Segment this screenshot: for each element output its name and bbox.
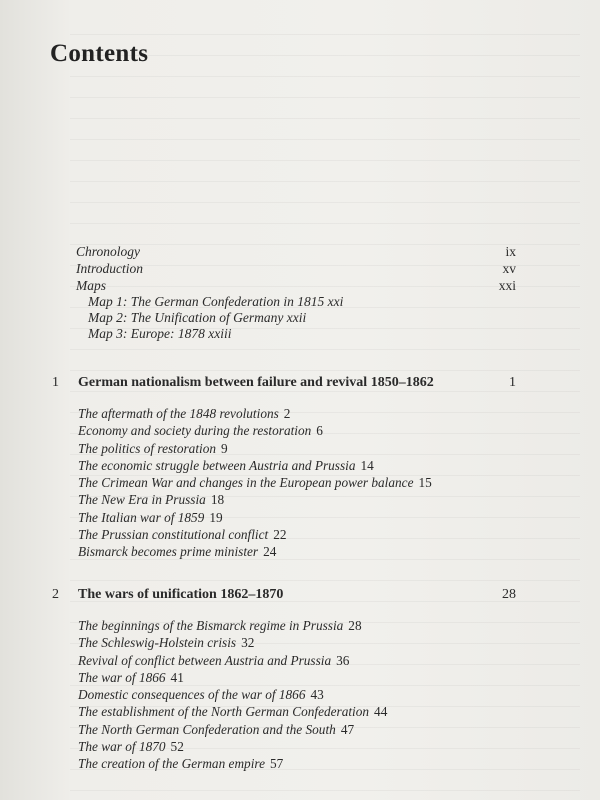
section-entry [78, 474, 516, 491]
section-entry [78, 405, 516, 422]
section-page: 18 [210, 492, 225, 508]
section-entry [78, 543, 516, 560]
section-title: Bismarck becomes prime minister [78, 544, 259, 560]
contents-heading: Contents [50, 40, 149, 67]
chapter-1 [52, 374, 516, 561]
section-page: 24 [263, 544, 277, 560]
section-entry [78, 703, 516, 720]
map-label: Map 1: The German Confederation in 1815 [88, 294, 325, 309]
section-title: The Crimean War and changes in the European power balance [78, 475, 414, 491]
section-page: 2 [283, 406, 291, 421]
section-title: The establishment of the North German Confederation [78, 704, 370, 720]
section-page: 57 [269, 756, 284, 772]
section-entry [78, 652, 516, 669]
front-matter-label: Chronology [76, 244, 140, 259]
chapter-page: 1 [509, 375, 516, 390]
section-page: 6 [316, 423, 323, 439]
chapter-number: 1 [52, 375, 59, 390]
section-page: 47 [340, 721, 355, 737]
section-entry [78, 721, 516, 738]
front-matter-item [76, 277, 516, 294]
map-label: Map 2: The Unification of Germany [88, 310, 284, 325]
chapter-header [52, 374, 516, 392]
section-title: The aftermath of the 1848 revolutions [78, 406, 279, 421]
section-entry [78, 526, 516, 543]
section-entry [78, 686, 516, 703]
front-matter-item [76, 260, 516, 277]
section-entry [78, 509, 516, 526]
section-entry [78, 422, 516, 439]
chapter-title: German nationalism between failure and revival 1850–1862 [78, 375, 434, 390]
section-page: 44 [374, 704, 388, 720]
section-title: The economic struggle between Austria and Prussia [78, 457, 356, 473]
chapter-page: 28 [502, 587, 516, 602]
section-page: 36 [336, 652, 350, 668]
front-matter-page: ix [505, 244, 516, 259]
front-matter-label: Introduction [76, 261, 143, 276]
map-entry [88, 294, 516, 310]
section-title: The politics of restoration [78, 440, 217, 456]
map-entry [88, 326, 516, 342]
chapter-header [52, 586, 516, 604]
section-page: 22 [273, 527, 287, 543]
section-title: The New Era in Prussia [78, 492, 206, 508]
map-page: xxiii [208, 326, 232, 341]
section-title: Economy and society during the restoration [78, 423, 312, 439]
front-matter-item [76, 243, 516, 260]
front-matter-label: Maps [76, 278, 106, 293]
chapter-2 [52, 586, 516, 773]
section-entry [78, 457, 516, 474]
section-title: Revival of conflict between Austria and Prussia [78, 652, 332, 668]
section-entry [78, 617, 516, 634]
map-label: Map 3: Europe: 1878 [88, 326, 205, 341]
map-page: xxii [286, 310, 307, 325]
section-page: 15 [418, 475, 432, 491]
section-page: 19 [209, 509, 223, 525]
section-entry [78, 440, 516, 457]
section-page: 52 [170, 739, 184, 755]
chapter-title: The wars of unification 1862–1870 [78, 587, 284, 602]
section-title: The creation of the German empire [78, 756, 265, 772]
section-page: 43 [310, 687, 324, 703]
section-page: 9 [221, 440, 228, 456]
section-list [52, 405, 516, 561]
section-title: The Prussian constitutional conflict [78, 527, 269, 543]
front-matter-page: xxi [498, 278, 516, 293]
section-title: The beginnings of the Bismarck regime in Prussia [78, 618, 344, 633]
section-entry [78, 634, 516, 651]
section-title: The Italian war of 1859 [78, 509, 205, 525]
section-title: The war of 1866 [78, 669, 166, 685]
chapter-number: 2 [52, 587, 59, 602]
front-matter-page: xv [502, 261, 516, 276]
section-page: 14 [360, 457, 374, 473]
section-entry [78, 669, 516, 686]
map-page: xxi [327, 294, 344, 309]
section-title: The war of 1870 [78, 739, 166, 755]
section-page: 41 [170, 669, 184, 685]
maps-list [76, 294, 516, 342]
front-matter-list [76, 243, 516, 342]
section-entry [78, 738, 516, 755]
section-entry [78, 491, 516, 508]
section-title: The Schleswig-Holstein crisis [78, 635, 237, 651]
section-list [52, 617, 516, 773]
section-entry [78, 755, 516, 772]
section-page: 28 [348, 618, 362, 633]
section-title: The North German Confederation and the South [78, 721, 336, 737]
map-entry [88, 310, 516, 326]
section-title: Domestic consequences of the war of 1866 [78, 687, 306, 703]
section-page: 32 [241, 635, 255, 651]
